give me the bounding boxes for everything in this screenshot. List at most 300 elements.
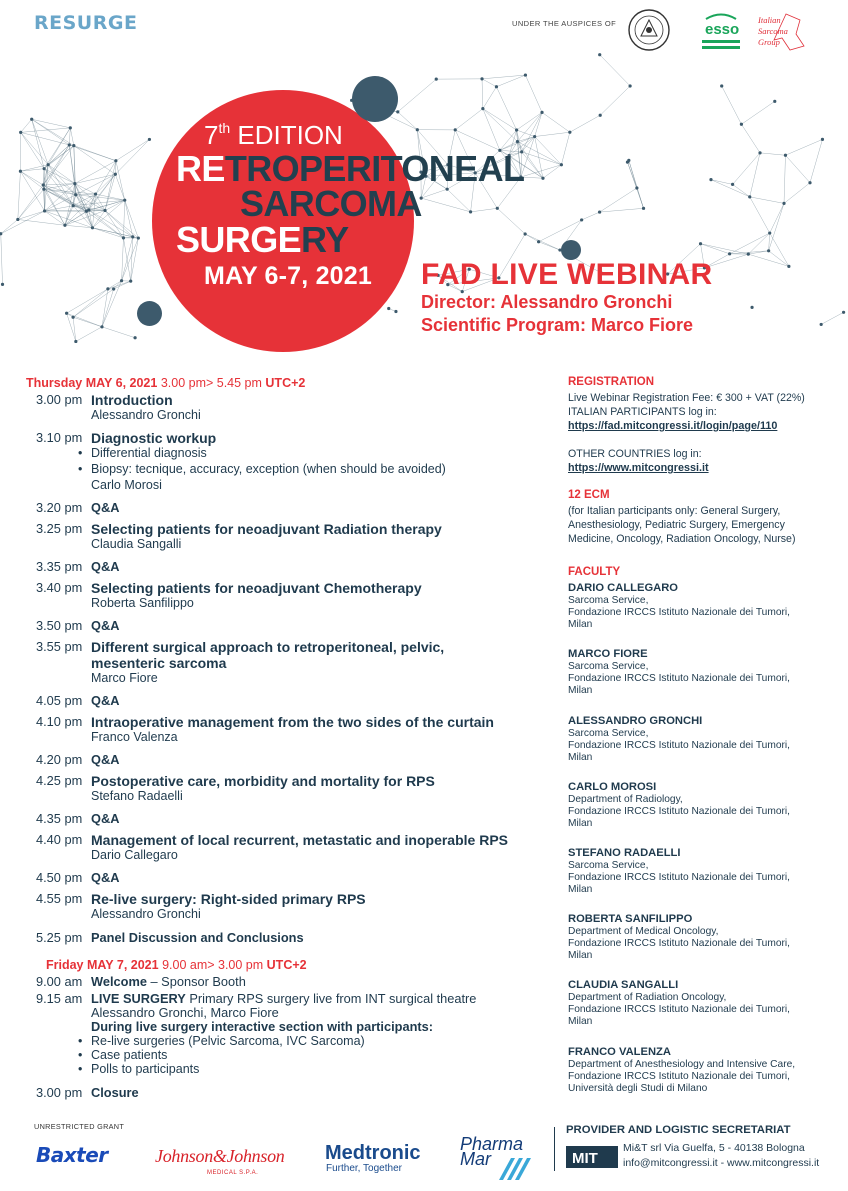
network-edge xyxy=(750,197,784,204)
faculty-name: CLAUDIA SANGALLI xyxy=(568,979,679,991)
session-time: 4.10 pm xyxy=(36,714,83,729)
session-time: 4.55 pm xyxy=(36,891,83,906)
session-speaker: Dario Callegaro xyxy=(91,848,178,862)
registration-fee: Live Webinar Registration Fee: € 300 + VAT (22%) xyxy=(568,392,805,404)
session-time: 4.35 pm xyxy=(36,811,83,826)
event-format: FAD LIVE WEBINAR xyxy=(421,258,713,291)
network-edge xyxy=(733,153,760,185)
network-node xyxy=(137,236,140,239)
network-node xyxy=(103,209,106,212)
faculty-affiliation: Department of Anesthesiology and Intensive Care, xyxy=(568,1059,796,1070)
network-node xyxy=(94,192,97,195)
session-speaker: Roberta Sanfilippo xyxy=(91,596,194,610)
network-edge xyxy=(784,183,810,204)
network-edge xyxy=(398,112,418,130)
day1-date: MAY 6, 2021 xyxy=(85,376,158,390)
network-edge xyxy=(482,79,483,109)
session-title: Selecting patients for neoadjuvant Chemotherapy xyxy=(91,580,422,596)
network-node xyxy=(74,340,77,343)
network-edge xyxy=(455,109,483,130)
network-node xyxy=(642,207,645,210)
network-edge xyxy=(535,132,570,136)
network-edge xyxy=(102,289,114,327)
network-edge xyxy=(21,132,44,168)
network-edge xyxy=(48,128,70,165)
faculty-name: CARLO MOROSI xyxy=(568,781,657,793)
day2-bullet: • Re-live surgeries (Pelvic Sarcoma, IVC Sarcoma) xyxy=(78,1034,365,1048)
network-node xyxy=(598,210,601,213)
network-node xyxy=(515,128,518,131)
faculty-affiliation: Milan xyxy=(568,752,593,763)
network-node xyxy=(122,236,125,239)
session-title: Q&A xyxy=(91,693,120,708)
network-edge xyxy=(810,139,822,182)
network-edge xyxy=(539,220,582,242)
faculty-affiliation: Sarcoma Service, xyxy=(568,860,649,871)
network-node xyxy=(524,73,527,76)
faculty-affiliation: Sarcoma Service, xyxy=(568,595,649,606)
network-node xyxy=(580,218,583,221)
network-node xyxy=(480,77,483,80)
network-edge xyxy=(1,234,3,285)
live-surgery-speakers: Alessandro Gronchi, Marco Fiore xyxy=(91,1005,279,1020)
faculty-affiliation: Milan xyxy=(568,950,593,961)
auspices-label: UNDER THE AUSPICES OF xyxy=(512,19,617,28)
faculty-affiliation: Milan xyxy=(568,884,593,895)
resurge-logo: RESURGE xyxy=(34,12,138,34)
session-title: Different surgical approach to retroperitoneal, pelvic, xyxy=(91,639,445,655)
faculty-affiliation: Milan xyxy=(568,685,593,696)
title-part: TONEAL xyxy=(380,148,525,189)
network-edge xyxy=(69,128,70,145)
network-edge xyxy=(497,208,525,234)
session-title: Panel Discussion and Conclusions xyxy=(91,930,304,945)
network-node xyxy=(148,138,151,141)
network-edge xyxy=(769,251,789,267)
network-edge xyxy=(525,234,538,242)
italian-login-label: ITALIAN PARTICIPANTS log in: xyxy=(568,406,717,418)
network-node xyxy=(114,173,117,176)
network-edge xyxy=(73,289,108,317)
network-node xyxy=(516,140,519,143)
network-node xyxy=(787,265,790,268)
network-node xyxy=(599,114,602,117)
session-time: 4.05 pm xyxy=(36,693,83,708)
network-node xyxy=(782,202,785,205)
mit-logo xyxy=(566,1142,618,1172)
network-edge xyxy=(115,139,149,174)
session-speaker: Claudia Sangalli xyxy=(91,537,182,551)
network-node xyxy=(100,325,103,328)
network-edge xyxy=(32,119,48,164)
ecm-line: (for Italian participants only: General Surgery, xyxy=(568,505,781,517)
session-title: Q&A xyxy=(91,618,120,633)
edition-word: EDITION xyxy=(230,120,343,150)
network-edge xyxy=(483,87,497,109)
medtronic-logo: Medtronic xyxy=(325,1142,421,1164)
network-edge xyxy=(769,203,784,250)
provider-heading: PROVIDER AND LOGISTIC SECRETARIAT xyxy=(566,1124,791,1136)
welcome-rest: – Sponsor Booth xyxy=(146,974,246,989)
provider-contact: info@mitcongressi.it - www.mitcongressi.it xyxy=(623,1157,820,1169)
network-node xyxy=(129,280,132,283)
faculty-heading: FACULTY xyxy=(568,566,621,578)
network-edge xyxy=(517,130,535,137)
decorative-dot xyxy=(561,240,581,260)
network-node xyxy=(85,210,88,213)
network-node xyxy=(568,131,571,134)
title-part: SARCOMA xyxy=(240,183,422,224)
network-edge xyxy=(21,132,48,164)
network-edge xyxy=(421,189,447,198)
network-edge xyxy=(96,194,125,200)
baxter-logo: Baxter xyxy=(36,1143,108,1167)
faculty-affiliation: Department of Medical Oncology, xyxy=(568,926,719,937)
network-node xyxy=(540,111,543,114)
network-node xyxy=(537,240,540,243)
pharmamar-line: Pharma xyxy=(460,1134,524,1154)
network-edge xyxy=(73,289,114,317)
network-node xyxy=(1,283,4,286)
session-time: 3.50 pm xyxy=(36,618,83,633)
network-edge xyxy=(522,112,542,151)
session-speaker: Stefano Radaelli xyxy=(91,789,183,803)
network-node xyxy=(19,170,22,173)
day2-heading xyxy=(46,958,307,972)
faculty-affiliation: Fondazione IRCCS Istituto Nazionale dei Tumori, xyxy=(568,806,790,817)
network-edge xyxy=(821,312,843,324)
session-time: 5.25 pm xyxy=(36,930,83,945)
network-node xyxy=(784,154,787,157)
network-edge xyxy=(48,165,75,184)
session-speaker: Franco Valenza xyxy=(91,730,178,744)
edition-suffix: th xyxy=(218,120,231,136)
faculty-affiliation: Milan xyxy=(568,619,593,630)
network-node xyxy=(808,181,811,184)
unrestricted-grant-label: UNRESTRICTED GRANT xyxy=(34,1122,125,1131)
session-time: 9.00 am xyxy=(36,974,83,989)
network-edge xyxy=(496,75,525,87)
session-bullet: • Differential diagnosis xyxy=(78,446,207,460)
network-edge xyxy=(760,153,785,155)
faculty-affiliation: Fondazione IRCCS Istituto Nazionale dei Tumori, xyxy=(568,607,790,618)
welcome-line xyxy=(91,974,246,989)
network-edge xyxy=(48,145,69,165)
network-node xyxy=(495,85,498,88)
network-node xyxy=(16,218,19,221)
network-edge xyxy=(770,203,784,233)
faculty-affiliation: Fondazione IRCCS Istituto Nazionale dei Tumori, xyxy=(568,1071,790,1082)
pharmamar-line: Mar xyxy=(460,1149,491,1169)
title-line-1 xyxy=(176,148,525,189)
network-node xyxy=(47,163,50,166)
closure-title: Closure xyxy=(91,1085,139,1100)
network-edge xyxy=(582,212,600,220)
network-edge xyxy=(20,171,43,189)
session-time: 3.00 pm xyxy=(36,1085,83,1100)
session-time: 3.40 pm xyxy=(36,580,83,595)
session-title: Introduction xyxy=(91,392,173,408)
network-edge xyxy=(521,165,561,177)
network-edge xyxy=(730,233,770,254)
title-part: TROPERI xyxy=(224,148,381,189)
network-node xyxy=(72,144,75,147)
network-edge xyxy=(74,146,115,175)
network-node xyxy=(709,178,712,181)
network-node xyxy=(120,279,123,282)
session-title: Management of local recurrent, metastatic and inoperable RPS xyxy=(91,832,508,848)
session-title: Q&A xyxy=(91,752,120,767)
network-edge xyxy=(784,155,785,203)
other-login-label: OTHER COUNTRIES log in: xyxy=(568,448,702,460)
interactive-section-label: During live surgery interactive section with participants: xyxy=(91,1019,434,1034)
session-title: Re-live surgery: Right-sided primary RPS xyxy=(91,891,366,907)
network-edge xyxy=(570,115,600,132)
network-edge xyxy=(116,161,125,200)
network-node xyxy=(91,226,94,229)
live-surgery-line xyxy=(91,991,476,1006)
network-node xyxy=(541,177,544,180)
other-login-link[interactable]: https://www.mitcongressi.it xyxy=(568,462,709,474)
ecm-line: Medicine, Oncology, Radiation Oncology, Nurse) xyxy=(568,533,796,545)
faculty-member xyxy=(568,979,828,1028)
network-node xyxy=(699,242,702,245)
network-node xyxy=(758,151,761,154)
day2-bullet: • Case patients xyxy=(78,1048,167,1062)
network-edge xyxy=(48,165,73,206)
faculty-affiliation: Milan xyxy=(568,1016,593,1027)
network-edge xyxy=(711,180,750,197)
session-title: Intraoperative management from the two sides of the curtain xyxy=(91,714,494,730)
network-node xyxy=(524,232,527,235)
network-node xyxy=(635,186,638,189)
live-surgery-rest: Primary RPS surgery live from INT surgical theatre xyxy=(185,991,477,1006)
network-node xyxy=(768,231,771,234)
network-edge xyxy=(398,79,436,112)
session-title: Postoperative care, morbidity and mortality for RPS xyxy=(91,773,435,789)
network-edge xyxy=(600,208,644,212)
network-node xyxy=(112,287,115,290)
session-title: Selecting patients for neoadjuvant Radiation therapy xyxy=(91,521,442,537)
esso-logo-text: esso xyxy=(705,21,740,38)
network-edge xyxy=(483,109,518,142)
network-edge xyxy=(750,197,770,233)
session-title-cont: mesenteric sarcoma xyxy=(91,655,227,671)
network-edge xyxy=(70,128,74,146)
network-edge xyxy=(741,124,760,153)
network-edge xyxy=(76,174,116,194)
network-node xyxy=(416,128,419,131)
network-node xyxy=(43,167,46,170)
network-node xyxy=(43,209,46,212)
network-node xyxy=(560,163,563,166)
network-edge xyxy=(18,189,44,219)
session-time: 3.25 pm xyxy=(36,521,83,536)
session-title: Q&A xyxy=(91,811,120,826)
ecm-heading: 12 ECM xyxy=(568,489,610,501)
session-time: 3.35 pm xyxy=(36,559,83,574)
network-node xyxy=(42,183,45,186)
network-node xyxy=(114,159,117,162)
session-title: Q&A xyxy=(91,559,120,574)
network-edge xyxy=(629,160,637,188)
edition-label xyxy=(204,120,343,151)
network-node xyxy=(396,110,399,113)
network-edge xyxy=(750,153,760,197)
faculty-affiliation: Università degli Studi di Milano xyxy=(568,1083,708,1094)
italian-login-link[interactable]: https://fad.mitcongressi.it/login/page/110 xyxy=(568,420,778,432)
faculty-affiliation: Sarcoma Service, xyxy=(568,728,649,739)
faculty-affiliation: Fondazione IRCCS Istituto Nazionale dei Tumori, xyxy=(568,1004,790,1015)
network-edge xyxy=(542,112,570,132)
network-node xyxy=(720,84,723,87)
network-node xyxy=(387,307,390,310)
network-node xyxy=(469,210,472,213)
network-node xyxy=(731,183,734,186)
session-speaker: Carlo Morosi xyxy=(91,478,162,492)
faculty-name: ROBERTA SANFILIPPO xyxy=(568,913,693,925)
faculty-name: DARIO CALLEGARO xyxy=(568,582,679,594)
network-node xyxy=(496,207,499,210)
network-node xyxy=(728,252,731,255)
network-node xyxy=(533,135,536,138)
faculty-affiliation: Sarcoma Service, xyxy=(568,661,649,672)
network-node xyxy=(131,235,134,238)
faculty-affiliation: Milan xyxy=(568,818,593,829)
network-edge xyxy=(543,165,561,178)
network-edge xyxy=(483,109,500,151)
day2-time: 9.00 am> 3.00 pm xyxy=(158,958,267,972)
faculty-affiliation: Department of Radiation Oncology, xyxy=(568,992,727,1003)
network-edge xyxy=(701,244,749,254)
session-speaker: Alessandro Gronchi xyxy=(91,907,201,921)
pharmamar-stripes-icon xyxy=(497,1150,533,1180)
network-edge xyxy=(1,211,45,234)
decorative-dot xyxy=(352,76,398,122)
session-time: 3.20 pm xyxy=(36,500,83,515)
network-edge xyxy=(525,234,560,250)
network-edge xyxy=(20,169,44,172)
network-edge xyxy=(1,219,18,233)
faculty-member xyxy=(568,1046,828,1095)
network-node xyxy=(820,323,823,326)
johnson-johnson-logo: Johnson&Johnson xyxy=(155,1146,285,1166)
network-edge xyxy=(600,55,630,86)
network-node xyxy=(42,188,45,191)
network-node xyxy=(628,84,631,87)
session-time: 9.15 am xyxy=(36,991,83,1006)
network-edge xyxy=(122,238,139,281)
network-node xyxy=(133,336,136,339)
network-node xyxy=(740,123,743,126)
network-edge xyxy=(482,79,496,87)
edition-number: 7 xyxy=(204,120,219,150)
network-edge xyxy=(471,208,498,212)
network-node xyxy=(454,128,457,131)
faculty-name: ALESSANDRO GRONCHI xyxy=(568,715,703,727)
network-node xyxy=(842,311,845,314)
network-edge xyxy=(21,119,32,132)
faculty-affiliation: Department of Radiology, xyxy=(568,794,683,805)
day1-time: 3.00 pm> 5.45 pm xyxy=(157,376,266,390)
network-edge xyxy=(482,75,525,79)
network-edge xyxy=(105,210,133,236)
footer-divider xyxy=(554,1127,555,1171)
session-time: 3.10 pm xyxy=(36,430,83,445)
network-edge xyxy=(73,317,102,327)
director-line: Director: Alessandro Gronchi xyxy=(421,292,673,312)
network-node xyxy=(19,131,22,134)
network-node xyxy=(71,316,74,319)
faculty-name: STEFANO RADAELLI xyxy=(568,847,681,859)
network-edge xyxy=(525,75,542,112)
decorative-dot xyxy=(137,301,162,326)
network-node xyxy=(626,161,629,164)
network-node xyxy=(65,312,68,315)
day1-weekday: Thursday xyxy=(26,376,83,390)
network-node xyxy=(72,204,75,207)
day1-heading xyxy=(26,376,305,390)
isg-line-3: Group xyxy=(758,37,780,47)
network-edge xyxy=(102,289,108,327)
session-time: 4.20 pm xyxy=(36,752,83,767)
session-speaker: Alessandro Gronchi xyxy=(91,408,201,422)
network-node xyxy=(69,126,72,129)
faculty-member xyxy=(568,913,828,962)
network-node xyxy=(123,199,126,202)
day2-timezone: UTC+2 xyxy=(266,958,307,972)
network-node xyxy=(750,306,753,309)
title-part: RY xyxy=(301,219,349,260)
title-part: SURGE xyxy=(176,219,302,260)
title-line-2 xyxy=(240,183,422,224)
network-node xyxy=(106,287,109,290)
network-node xyxy=(821,138,824,141)
welcome-title: Welcome xyxy=(91,974,147,989)
network-edge xyxy=(116,139,150,160)
network-node xyxy=(481,107,484,110)
network-edge xyxy=(67,289,108,313)
network-node xyxy=(73,182,76,185)
registration-heading: REGISTRATION xyxy=(568,376,655,388)
network-node xyxy=(767,249,770,252)
network-edge xyxy=(711,180,733,185)
network-edge xyxy=(20,171,44,211)
network-node xyxy=(30,118,33,121)
day2-weekday: Friday xyxy=(46,958,84,972)
title-line-3 xyxy=(176,219,349,260)
session-time: 3.00 pm xyxy=(36,392,83,407)
network-edge xyxy=(92,228,123,238)
network-edge xyxy=(102,327,135,338)
network-edge xyxy=(21,132,70,145)
network-node xyxy=(68,143,71,146)
day2-bullet: • Polls to participants xyxy=(78,1062,199,1076)
faculty-affiliation: Fondazione IRCCS Istituto Nazionale dei Tumori, xyxy=(568,872,790,883)
scientific-program-line: Scientific Program: Marco Fiore xyxy=(421,315,694,335)
session-time: 4.40 pm xyxy=(36,832,83,847)
network-edge xyxy=(741,101,774,124)
network-node xyxy=(748,195,751,198)
live-surgery-title: LIVE SURGERY xyxy=(91,991,186,1006)
network-edge xyxy=(45,184,75,211)
faculty-member xyxy=(568,582,828,631)
network-edge xyxy=(722,86,742,124)
johnson-johnson-subtitle: MEDICAL S.P.A. xyxy=(207,1170,259,1176)
network-edge xyxy=(561,132,569,165)
day2-date: MAY 7, 2021 xyxy=(87,958,159,972)
network-edge xyxy=(785,155,810,182)
